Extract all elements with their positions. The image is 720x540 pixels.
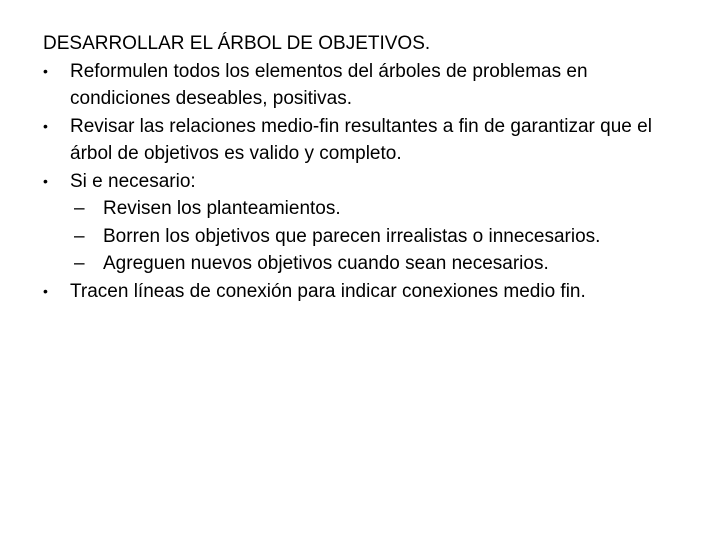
bullet-icon: •: [43, 117, 48, 134]
sub-bullet-list: [43, 195, 683, 278]
bullet-text: Reformulen todos los elementos del árboles de problemas en condiciones deseables, positivas.: [70, 60, 588, 109]
dash-icon: –: [74, 198, 85, 219]
bullet-text: Tracen líneas de conexión para indicar conexiones medio fin.: [70, 280, 586, 302]
bullet-icon: •: [43, 282, 48, 299]
bullet-text: Revisar las relaciones medio-fin resultantes a fin de garantizar que el árbol de objetivos es valido y completo.: [70, 115, 652, 164]
slide-title: DESARROLLAR EL ÁRBOL DE OBJETIVOS.: [43, 33, 431, 54]
bullet-item: [43, 168, 683, 196]
sub-bullet-item: [43, 195, 683, 223]
slide-content: [43, 30, 683, 305]
bullet-item: [43, 113, 683, 168]
sub-bullet-text: Agreguen nuevos objetivos cuando sean necesarios.: [103, 253, 549, 274]
sub-bullet-text: Revisen los planteamientos.: [103, 198, 341, 219]
bullet-item: [43, 58, 683, 113]
bullet-list-continued: [43, 278, 683, 306]
bullet-item: [43, 278, 683, 306]
bullet-list: [43, 58, 683, 196]
sub-bullet-item: [43, 250, 683, 278]
bullet-icon: •: [43, 62, 48, 79]
dash-icon: –: [74, 225, 85, 247]
sub-bullet-text: Borren los objetivos que parecen irrealistas o innecesarios.: [103, 225, 601, 247]
sub-bullet-item: [43, 223, 683, 251]
dash-icon: –: [74, 253, 85, 274]
bullet-icon: •: [43, 172, 48, 189]
bullet-text: Si e necesario:: [70, 170, 196, 192]
